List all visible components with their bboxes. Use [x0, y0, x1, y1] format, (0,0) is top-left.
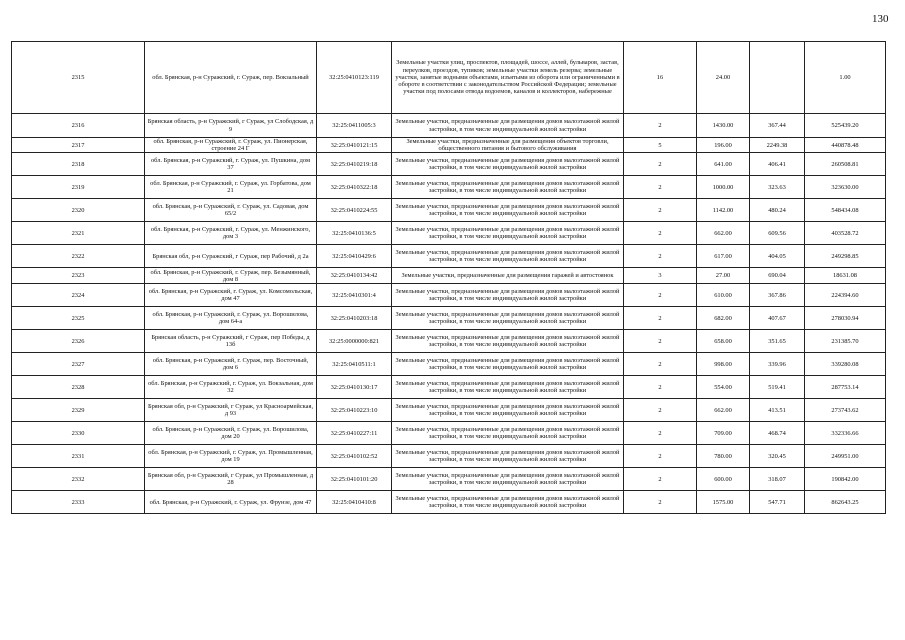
table-row	[12, 468, 886, 491]
use-group-cell: 2	[624, 330, 697, 353]
table-row	[12, 330, 886, 353]
row-number-cell: 2322	[12, 245, 145, 268]
specific-value-cell: 547.71	[750, 491, 805, 514]
address-cell: обл. Брянская, р-н Суражский, г. Сураж, ул. Комсомольская, дом 47	[145, 284, 317, 307]
row-number-cell: 2330	[12, 422, 145, 445]
specific-value-cell: 320.45	[750, 445, 805, 468]
cadastral-value-cell: 440878.48	[805, 138, 886, 153]
table-row	[12, 491, 886, 514]
table-row	[12, 176, 886, 199]
use-group-cell: 2	[624, 468, 697, 491]
cadastral-number-cell: 32:25:0410203:18	[317, 307, 392, 330]
row-number-cell: 2319	[12, 176, 145, 199]
area-cell: 682.00	[697, 307, 750, 330]
use-group-cell: 2	[624, 199, 697, 222]
specific-value-cell: 413.51	[750, 399, 805, 422]
area-cell: 600.00	[697, 468, 750, 491]
specific-value-cell: 519.41	[750, 376, 805, 399]
address-cell: обл. Брянская, р-н Суражский, г. Сураж, ул. Горбатова, дом 21	[145, 176, 317, 199]
address-cell: обл. Брянская, р-н Суражский, г. Сураж, ул. Пушкина, дом 37	[145, 153, 317, 176]
specific-value-cell: 609.56	[750, 222, 805, 245]
cadastral-number-cell: 32:25:0410136:5	[317, 222, 392, 245]
address-cell: Брянская обл, р-н Суражский, г Сураж, пер Рабочий, д 2а	[145, 245, 317, 268]
permitted-use-cell: Земельные участки, предназначенные для размещения домов малоэтажной жилой застройки, в том числе индивидуальной жилой застройки	[392, 153, 624, 176]
cadastral-value-cell: 190842.00	[805, 468, 886, 491]
permitted-use-cell: Земельные участки, предназначенные для размещения домов малоэтажной жилой застройки, в том числе индивидуальной жилой застройки	[392, 353, 624, 376]
address-cell: Брянская обл, р-н Суражский, г Сураж, ул Красноармейская, д 93	[145, 399, 317, 422]
area-cell: 1142.00	[697, 199, 750, 222]
specific-value-cell: 367.86	[750, 284, 805, 307]
row-number-cell: 2332	[12, 468, 145, 491]
permitted-use-cell: Земельные участки, предназначенные для размещения домов малоэтажной жилой застройки, в том числе индивидуальной жилой застройки	[392, 445, 624, 468]
table-row	[12, 42, 886, 114]
address-cell: Брянская обл, р-н Суражский, г Сураж, ул Промышленная, д 28	[145, 468, 317, 491]
cadastral-number-cell: 32:25:0410123:119	[317, 42, 392, 114]
row-number-cell: 2325	[12, 307, 145, 330]
area-cell: 662.00	[697, 399, 750, 422]
cadastral-number-cell: 32:25:0410227:11	[317, 422, 392, 445]
table-row	[12, 376, 886, 399]
row-number-cell: 2320	[12, 199, 145, 222]
specific-value-cell: 318.07	[750, 468, 805, 491]
cadastral-value-cell: 548434.08	[805, 199, 886, 222]
address-cell: обл. Брянская, р-н Суражский, г. Сураж, ул. Садовая, дом 65/2	[145, 199, 317, 222]
permitted-use-cell: Земельные участки, предназначенные для размещения домов малоэтажной жилой застройки, в том числе индивидуальной жилой застройки	[392, 114, 624, 138]
cadastral-number-cell: 32:25:0410410:8	[317, 491, 392, 514]
address-cell: обл. Брянская, р-н Суражский, г. Сураж, ул. Менжинского, дом 3	[145, 222, 317, 245]
use-group-cell: 2	[624, 114, 697, 138]
area-cell: 617.00	[697, 245, 750, 268]
cadastral-number-cell: 32:25:0410429:6	[317, 245, 392, 268]
cadastral-value-cell: 525439.20	[805, 114, 886, 138]
permitted-use-cell: Земельные участки, предназначенные для размещения домов малоэтажной жилой застройки, в том числе индивидуальной жилой застройки	[392, 330, 624, 353]
cadastral-number-cell: 32:25:0410102:52	[317, 445, 392, 468]
address-cell: Брянская область, р-н Суражский, г Сураж, ул Слободская, д 9	[145, 114, 317, 138]
permitted-use-cell: Земельные участки, предназначенные для размещения домов малоэтажной жилой застройки, в том числе индивидуальной жилой застройки	[392, 399, 624, 422]
cadastral-number-cell: 32:25:0410121:15	[317, 138, 392, 153]
cadastral-value-cell: 862643.25	[805, 491, 886, 514]
table-row	[12, 245, 886, 268]
specific-value-cell: 367.44	[750, 114, 805, 138]
area-cell: 662.00	[697, 222, 750, 245]
address-cell: обл. Брянская, р-н Суражский, г. Сураж, пер. Восточный, дом 6	[145, 353, 317, 376]
row-number-cell: 2317	[12, 138, 145, 153]
row-number-cell: 2329	[12, 399, 145, 422]
area-cell: 554.00	[697, 376, 750, 399]
permitted-use-cell: Земельные участки, предназначенные для размещения домов малоэтажной жилой застройки, в том числе индивидуальной жилой застройки	[392, 307, 624, 330]
use-group-cell: 2	[624, 445, 697, 468]
row-number-cell: 2316	[12, 114, 145, 138]
table-row	[12, 268, 886, 284]
table-row	[12, 422, 886, 445]
row-number-cell: 2324	[12, 284, 145, 307]
permitted-use-cell: Земельные участки, предназначенные для размещения домов малоэтажной жилой застройки, в том числе индивидуальной жилой застройки	[392, 491, 624, 514]
cadastral-value-cell: 273743.62	[805, 399, 886, 422]
area-cell: 658.00	[697, 330, 750, 353]
table-row	[12, 199, 886, 222]
cadastral-value-cell: 323630.00	[805, 176, 886, 199]
cadastral-number-cell: 32:25:0410134:42	[317, 268, 392, 284]
permitted-use-cell: Земельные участки, предназначенные для размещения домов малоэтажной жилой застройки, в том числе индивидуальной жилой застройки	[392, 376, 624, 399]
permitted-use-cell: Земельные участки, предназначенные для размещения домов малоэтажной жилой застройки, в том числе индивидуальной жилой застройки	[392, 422, 624, 445]
permitted-use-cell: Земельные участки, предназначенные для размещения домов малоэтажной жилой застройки, в том числе индивидуальной жилой застройки	[392, 245, 624, 268]
permitted-use-cell: Земельные участки, предназначенные для размещения домов малоэтажной жилой застройки, в том числе индивидуальной жилой застройки	[392, 284, 624, 307]
specific-value-cell: 406.41	[750, 153, 805, 176]
specific-value-cell: 323.63	[750, 176, 805, 199]
cadastral-value-cell: 1.00	[805, 42, 886, 114]
table-row	[12, 307, 886, 330]
cadastral-value-table	[11, 41, 886, 514]
specific-value-cell: 2249.38	[750, 138, 805, 153]
row-number-cell: 2333	[12, 491, 145, 514]
table-row	[12, 138, 886, 153]
use-group-cell: 2	[624, 307, 697, 330]
use-group-cell: 2	[624, 222, 697, 245]
cadastral-value-cell: 339280.08	[805, 353, 886, 376]
use-group-cell: 2	[624, 284, 697, 307]
row-number-cell: 2321	[12, 222, 145, 245]
address-cell: обл. Брянская, р-н Суражский, г. Сураж, пер. Вокзальный	[145, 42, 317, 114]
cadastral-number-cell: 32:25:0410223:10	[317, 399, 392, 422]
cadastral-number-cell: 32:25:0410511:1	[317, 353, 392, 376]
use-group-cell: 2	[624, 153, 697, 176]
area-cell: 709.00	[697, 422, 750, 445]
table-row	[12, 353, 886, 376]
table-row	[12, 153, 886, 176]
area-cell: 641.00	[697, 153, 750, 176]
address-cell: обл. Брянская, р-н Суражский, г. Сураж, ул. Пионерская, строение 24 Г	[145, 138, 317, 153]
cadastral-number-cell: 32:25:0411005:3	[317, 114, 392, 138]
specific-value-cell: 404.05	[750, 245, 805, 268]
row-number-cell: 2315	[12, 42, 145, 114]
address-cell: обл. Брянская, р-н Суражский, г. Сураж, пер. Безымянный, дом 8	[145, 268, 317, 284]
table-body	[12, 42, 886, 514]
cadastral-number-cell: 32:25:0410101:20	[317, 468, 392, 491]
cadastral-value-cell: 224394.60	[805, 284, 886, 307]
specific-value-cell: 339.96	[750, 353, 805, 376]
permitted-use-cell: Земельные участки, предназначенные для размещения домов малоэтажной жилой застройки, в том числе индивидуальной жилой застройки	[392, 199, 624, 222]
area-cell: 998.00	[697, 353, 750, 376]
permitted-use-cell: Земельные участки, предназначенные для размещения домов малоэтажной жилой застройки, в том числе индивидуальной жилой застройки	[392, 468, 624, 491]
use-group-cell: 2	[624, 376, 697, 399]
use-group-cell: 2	[624, 176, 697, 199]
area-cell: 196.00	[697, 138, 750, 153]
address-cell: обл. Брянская, р-н Суражский, г. Сураж, ул. Ворошилова, дом 64-а	[145, 307, 317, 330]
area-cell: 1575.00	[697, 491, 750, 514]
cadastral-value-cell: 231385.70	[805, 330, 886, 353]
use-group-cell: 16	[624, 42, 697, 114]
cadastral-number-cell: 32:25:0000000:821	[317, 330, 392, 353]
area-cell: 24.00	[697, 42, 750, 114]
address-cell: обл. Брянская, р-н Суражский, г. Сураж, ул. Ворошилова, дом 20	[145, 422, 317, 445]
specific-value-cell: 690.04	[750, 268, 805, 284]
permitted-use-cell: Земельные участки, предназначенные для размещения объектов торговли, общественного питания и бытового обслуживания	[392, 138, 624, 153]
table-row	[12, 284, 886, 307]
cadastral-number-cell: 32:25:0410322:18	[317, 176, 392, 199]
row-number-cell: 2326	[12, 330, 145, 353]
row-number-cell: 2327	[12, 353, 145, 376]
address-cell: обл. Брянская, р-н Суражский, г. Сураж, ул. Фрунзе, дом 47	[145, 491, 317, 514]
area-cell: 27.00	[697, 268, 750, 284]
table-row	[12, 399, 886, 422]
use-group-cell: 3	[624, 268, 697, 284]
cadastral-value-cell: 249298.85	[805, 245, 886, 268]
use-group-cell: 2	[624, 491, 697, 514]
address-cell: Брянская область, р-н Суражский, г Сураж, пер Победы, д 13б	[145, 330, 317, 353]
cadastral-number-cell: 32:25:0410224:55	[317, 199, 392, 222]
area-cell: 610.00	[697, 284, 750, 307]
cadastral-value-cell: 332336.66	[805, 422, 886, 445]
address-cell: обл. Брянская, р-н Суражский, г. Сураж, ул. Промышленная, дом 19	[145, 445, 317, 468]
use-group-cell: 2	[624, 245, 697, 268]
page-number: 130	[872, 13, 889, 25]
table-row	[12, 114, 886, 138]
cadastral-value-cell: 278030.94	[805, 307, 886, 330]
cadastral-value-cell: 249951.00	[805, 445, 886, 468]
cadastral-value-cell: 260508.81	[805, 153, 886, 176]
cadastral-value-cell: 18631.08	[805, 268, 886, 284]
permitted-use-cell: Земельные участки улиц, проспектов, площадей, шоссе, аллей, бульваров, застав, переулков, проездов, тупиков; земельные участки земель резерва; земельные участки, занятые водными объектами, изъятыми из оборота или ограниченными в обороте в соответствии с законодательством Российской Федерации; земельные участки под полосами отвода водоемов, каналов и коллекторов, набережные	[392, 42, 624, 114]
cadastral-value-cell: 403528.72	[805, 222, 886, 245]
cadastral-number-cell: 32:25:0410130:17	[317, 376, 392, 399]
row-number-cell: 2318	[12, 153, 145, 176]
specific-value-cell: 407.67	[750, 307, 805, 330]
table-row	[12, 445, 886, 468]
area-cell: 780.00	[697, 445, 750, 468]
row-number-cell: 2331	[12, 445, 145, 468]
use-group-cell: 5	[624, 138, 697, 153]
cadastral-number-cell: 32:25:0410219:18	[317, 153, 392, 176]
permitted-use-cell: Земельные участки, предназначенные для размещения гаражей и автостоянок	[392, 268, 624, 284]
specific-value-cell: 351.65	[750, 330, 805, 353]
specific-value-cell: 480.24	[750, 199, 805, 222]
cadastral-value-cell: 287753.14	[805, 376, 886, 399]
row-number-cell: 2328	[12, 376, 145, 399]
area-cell: 1000.00	[697, 176, 750, 199]
use-group-cell: 2	[624, 422, 697, 445]
permitted-use-cell: Земельные участки, предназначенные для размещения домов малоэтажной жилой застройки, в том числе индивидуальной жилой застройки	[392, 222, 624, 245]
specific-value-cell	[750, 42, 805, 114]
address-cell: обл. Брянская, р-н Суражский, г. Сураж, ул. Вокзальная, дом 32	[145, 376, 317, 399]
table-row	[12, 222, 886, 245]
specific-value-cell: 468.74	[750, 422, 805, 445]
permitted-use-cell: Земельные участки, предназначенные для размещения домов малоэтажной жилой застройки, в том числе индивидуальной жилой застройки	[392, 176, 624, 199]
use-group-cell: 2	[624, 353, 697, 376]
row-number-cell: 2323	[12, 268, 145, 284]
use-group-cell: 2	[624, 399, 697, 422]
area-cell: 1430.00	[697, 114, 750, 138]
cadastral-number-cell: 32:25:0410301:4	[317, 284, 392, 307]
